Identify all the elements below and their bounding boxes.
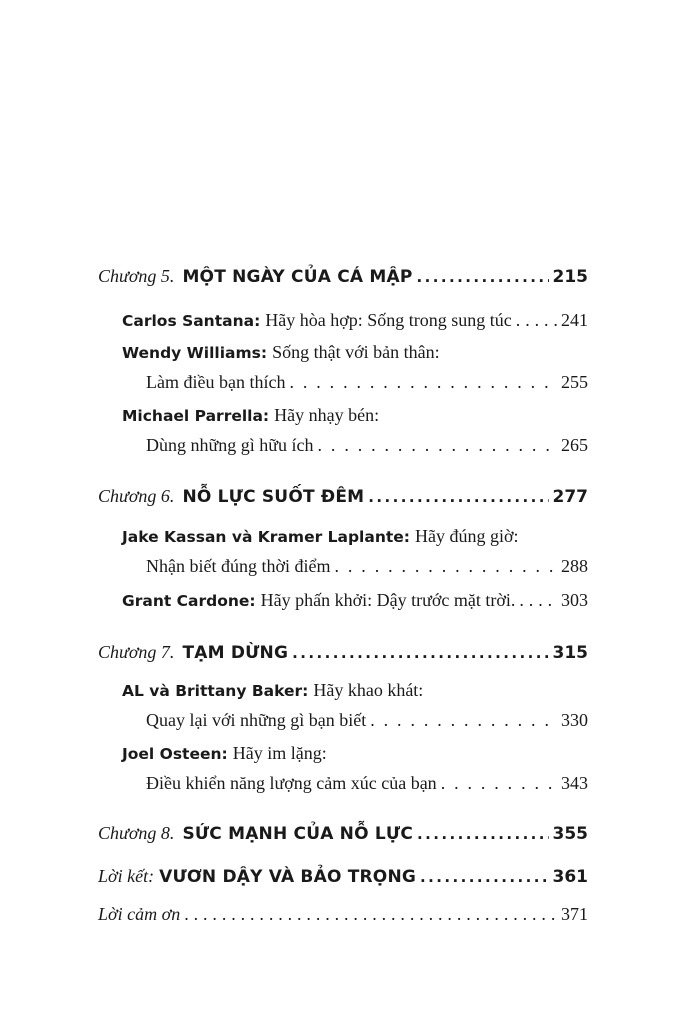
toc-chapter-8[interactable] [98, 823, 588, 853]
page-number: 355 [552, 824, 588, 844]
chapter-label: Chương 8. [98, 823, 175, 843]
leader-dots [420, 868, 548, 887]
entry-text-continued: Nhận biết đúng thời điểm [146, 556, 331, 576]
toc-entry-michael-parrella[interactable] [122, 405, 588, 435]
page-number: 371 [561, 904, 588, 924]
epilogue-title: VƯƠN DẬY VÀ BẢO TRỌNG [159, 867, 417, 887]
toc-chapter-6[interactable] [98, 486, 588, 516]
toc-chapter-7[interactable] [98, 642, 588, 672]
leader-dots [441, 773, 557, 794]
entry-name: Carlos Santana: [122, 312, 261, 330]
chapter-title: SỨC MẠNH CỦA NỖ LỰC [182, 824, 413, 844]
page-number: 361 [552, 867, 588, 887]
toc-entry-grant-cardone[interactable] [122, 590, 588, 620]
page-number: 315 [552, 643, 588, 663]
page-number: 215 [552, 267, 588, 287]
leader-dots [417, 268, 549, 287]
leader-dots [184, 904, 557, 925]
toc-entry-joel-osteen-cont[interactable] [146, 773, 588, 803]
toc-entry-michael-parrella-cont[interactable] [146, 435, 588, 465]
entry-text: Sống thật với bản thân: [272, 342, 440, 362]
chapter-label: Chương 7. [98, 642, 175, 662]
toc-entry-wendy-williams[interactable] [122, 342, 588, 372]
toc-chapter-5[interactable] [98, 266, 588, 296]
epilogue-label: Lời kết: [98, 866, 155, 886]
entry-name: Grant Cardone: [122, 592, 256, 610]
leader-dots [516, 310, 557, 331]
page-number: 303 [561, 590, 588, 610]
page-number: 241 [561, 310, 588, 330]
chapter-title: MỘT NGÀY CỦA CÁ MẬP [182, 267, 413, 287]
leader-dots [335, 556, 558, 577]
entry-text-continued: Làm điều bạn thích [146, 372, 286, 392]
chapter-label: Chương 5. [98, 266, 175, 286]
entry-text-continued: Dùng những gì hữu ích [146, 435, 314, 455]
leader-dots [292, 644, 548, 663]
page-number: 288 [561, 556, 588, 576]
leader-dots [417, 825, 549, 844]
leader-dots [318, 435, 557, 456]
toc-entry-jake-kassan-cont[interactable] [146, 556, 588, 586]
entry-text: Hãy im lặng: [232, 743, 327, 763]
toc-epilogue[interactable] [98, 866, 588, 896]
entry-name: Michael Parrella: [122, 407, 270, 425]
entry-text: Hãy hòa hợp: Sống trong sung túc [265, 310, 512, 330]
leader-dots [368, 488, 548, 507]
chapter-title: NỖ LỰC SUỐT ĐÊM [182, 487, 365, 507]
page-number: 343 [561, 773, 588, 793]
page-number: 255 [561, 372, 588, 392]
entry-name: Joel Osteen: [122, 745, 228, 763]
leader-dots [370, 710, 557, 731]
entry-text: Hãy đúng giờ: [414, 526, 519, 546]
entry-text-continued: Quay lại với những gì bạn biết [146, 710, 367, 730]
toc-entry-jake-kassan[interactable] [122, 526, 588, 556]
entry-name: Wendy Williams: [122, 344, 268, 362]
chapter-title: TẠM DỪNG [182, 643, 289, 663]
toc-entry-carlos-santana[interactable] [122, 310, 588, 340]
leader-dots [289, 372, 557, 393]
entry-name: Jake Kassan và Kramer Laplante: [122, 528, 410, 546]
toc-entry-al-brittany-baker[interactable] [122, 680, 588, 710]
page-number: 330 [561, 710, 588, 730]
leader-dots [519, 590, 557, 611]
toc-entry-al-brittany-baker-cont[interactable] [146, 710, 588, 740]
toc-entry-wendy-williams-cont[interactable] [146, 372, 588, 402]
entry-text: Hãy phấn khởi: Dậy trước mặt trời. [260, 590, 516, 610]
entry-text: Hãy khao khát: [313, 680, 424, 700]
page-number: 265 [561, 435, 588, 455]
chapter-label: Chương 6. [98, 486, 175, 506]
entry-name: AL và Brittany Baker: [122, 682, 309, 700]
entry-text-continued: Điều khiển năng lượng cảm xúc của bạn [146, 773, 437, 793]
entry-text: Hãy nhạy bén: [274, 405, 380, 425]
toc-entry-joel-osteen[interactable] [122, 743, 588, 773]
page-number: 277 [552, 487, 588, 507]
acknowledgements-label: Lời cảm ơn [98, 904, 181, 924]
toc-acknowledgements[interactable] [98, 904, 588, 934]
